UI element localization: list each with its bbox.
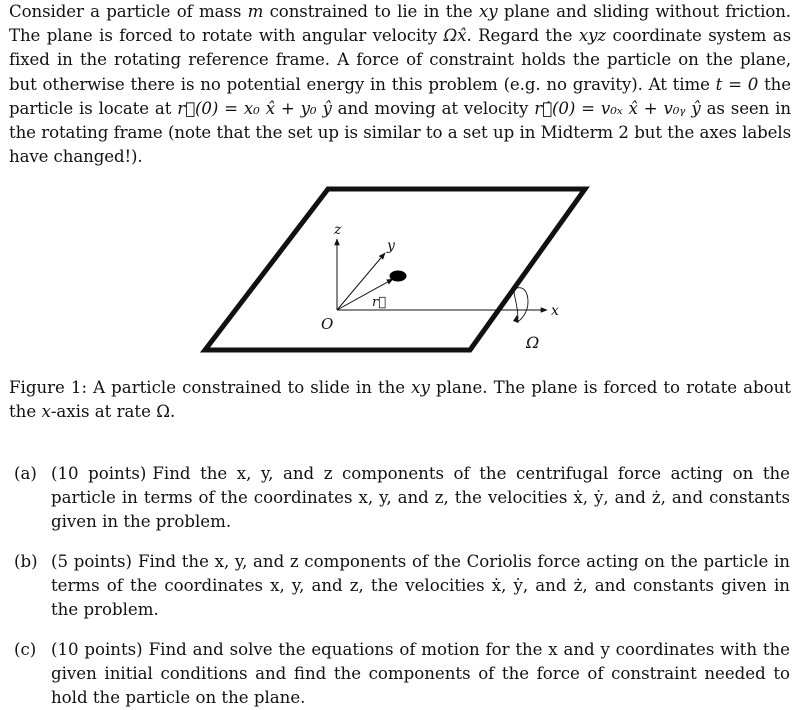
question-text: Find the x, y, and z components of the Coriolis force acting on the particle in terms of the coordinates x, y, and z, the velocities ẋ, ẏ, and ż, and constants given in the problem. <box>51 552 790 619</box>
question-text: Find and solve the equations of motion for the x and y coordinates with the given initial conditions and find the components of the force of constraint needed to hold the particle on the plane. <box>51 640 790 707</box>
caption-math-x: x <box>41 402 51 421</box>
label-r: r⃗ <box>372 295 387 310</box>
intro-text: and moving at velocity <box>331 98 535 118</box>
intro-text: coordinate system as fixed in the rotating reference frame. A force of constraint holds the particle on the plane, but otherwise there is no potential energy in this problem (e.g. no gravity). At time <box>9 26 792 94</box>
caption-paragraph <box>9 376 791 424</box>
intro-text: as seen in the rotating frame (note that the set up is similar to a set up in Midterm 2 but the axes labels have changed!). <box>9 98 791 167</box>
math-mass: m <box>247 2 264 21</box>
math-xy: xy <box>479 2 498 21</box>
problem-paragraph <box>9 0 791 169</box>
label-origin: O <box>321 315 334 333</box>
caption-text: A particle constrained to slide in the <box>93 378 412 397</box>
caption-text: plane. The plane is forced to rotate about the <box>9 378 791 421</box>
math-initial-position: r⃗(0) = x₀ x̂ + y₀ ŷ <box>177 98 332 118</box>
figure-diagram <box>195 182 585 362</box>
math-angular-velocity: Ωx̂ <box>443 26 467 46</box>
question-label: (b) <box>14 552 38 571</box>
caption-math-xy: xy <box>411 378 430 397</box>
intro-text: . Regard the <box>466 26 579 46</box>
intro-text: the particle is locate at <box>9 74 791 118</box>
question-label: (c) <box>14 640 37 659</box>
label-x: x <box>551 303 559 319</box>
question-body <box>51 638 790 710</box>
label-z: z <box>334 222 342 238</box>
question-body <box>51 462 790 534</box>
intro-text: plane and sliding without friction. <box>497 2 791 21</box>
question-points: (10 points) <box>51 640 143 659</box>
math-xyz: xyz <box>578 26 607 46</box>
label-y: y <box>387 238 395 254</box>
question-body <box>51 550 790 622</box>
intro-text: constrained to lie in the <box>263 2 479 21</box>
problem-statement <box>9 0 791 169</box>
plane-outline <box>205 189 585 350</box>
question-label: (a) <box>14 464 37 483</box>
math-time: t = 0 <box>715 74 759 94</box>
figure-caption <box>9 376 791 424</box>
caption-prefix: Figure 1: <box>9 378 94 397</box>
figure-rotating-plane <box>195 182 585 362</box>
particle-dot <box>390 271 407 282</box>
question-text: Find the x, y, and z components of the centrifugal force acting on the particle in terms of the coordinates x, y, and z, the velocities ẋ, ẏ, and ż, and constants given in the problem. <box>51 464 790 531</box>
caption-text: -axis at rate Ω. <box>50 402 176 421</box>
intro-text: Consider a particle of mass <box>9 2 248 21</box>
label-omega: Ω <box>526 333 540 352</box>
intro-text: The plane is forced to rotate with angular velocity <box>9 26 444 46</box>
math-initial-velocity: r⃗̇(0) = v₀ₓ x̂ + v₀ᵧ ŷ <box>534 98 701 118</box>
question-points: (5 points) <box>51 552 132 571</box>
question-points: (10 points) <box>51 464 147 483</box>
